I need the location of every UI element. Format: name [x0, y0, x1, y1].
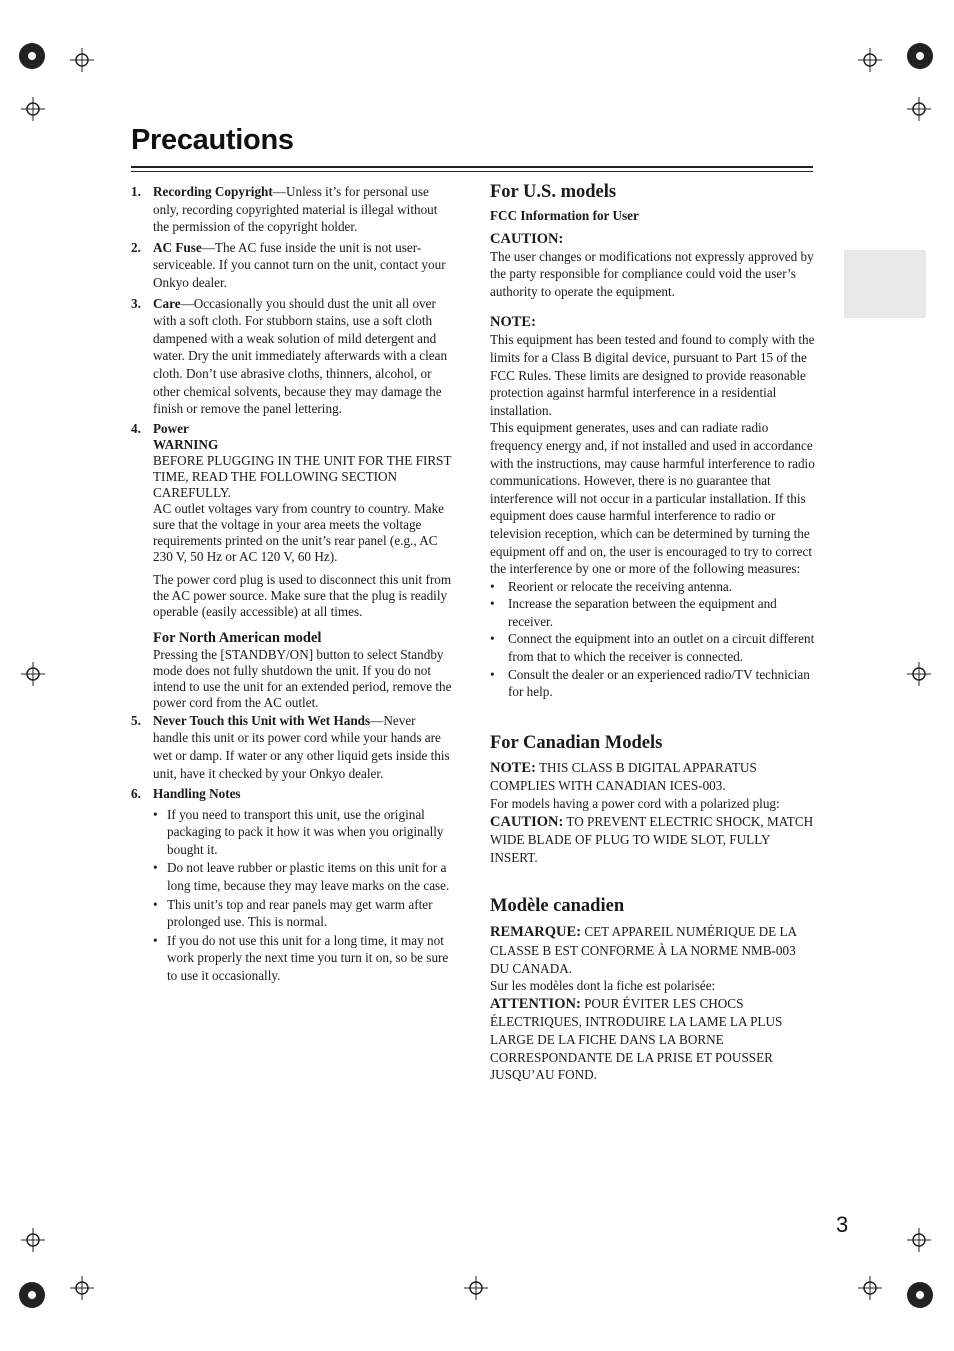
item-heading: Recording Copyright	[153, 184, 273, 199]
ices-text: THIS CLASS B DIGITAL APPARATUS COMPLIES WITH CANADIAN ICES-003.	[490, 759, 757, 794]
item-number: 5.	[131, 712, 141, 728]
remarque-text: CET APPAREIL NUMÉRIQUE DE LA CLASSE B EST CONFORME À LA NORME NMB-003 DU CANADA.	[490, 924, 797, 976]
page-title: Precautions	[131, 124, 294, 156]
fcc-heading: FCC Information for User	[490, 208, 639, 223]
us-models-heading: For U.S. models	[490, 182, 617, 202]
item-number: 1.	[131, 184, 141, 199]
registration-mark-bottom-right	[906, 1276, 934, 1314]
list-item: • Connect the equipment into an outlet on a circuit different from that to which the receiver is connected.	[490, 630, 816, 665]
caution-label: CAUTION:	[490, 230, 564, 247]
item-heading: Handling Notes	[153, 786, 241, 802]
voltage-text: AC outlet voltages vary from country to country. Make sure that the voltage in your area meets the voltage requirements printed on the unit’s rear panel (e.g., AC 230 V, 50 Hz or AC 120 V, 60 Hz).	[153, 500, 445, 564]
crosshair-icon	[21, 97, 45, 121]
north-american-note	[131, 630, 453, 711]
item-heading: Never Touch this Unit with Wet Hands	[153, 712, 371, 728]
precaution-item	[131, 295, 453, 418]
north-american-text: Pressing the [STANDBY/ON] button to select Standby mode does not fully shutdown the unit. If you do not intend to use the unit for an extended period, remove the power cord from the AC outlet.	[153, 646, 452, 710]
title-rule	[131, 166, 813, 168]
power-cord-text: The power cord plug is used to disconnect this unit from the AC power source. Make sure that the plug is readily operable (easily accessible) at all times.	[153, 571, 452, 619]
crosshair-icon	[21, 662, 45, 686]
registration-mark-bottom-left	[18, 1276, 46, 1314]
note-paragraph: This equipment has been tested and found to comply with the limits for a Class B digital device, pursuant to Part 15 of the FCC Rules. These limits are designed to provide reasonable protection against harmful interference in a residential installation.	[490, 332, 815, 418]
title-rule-thin	[131, 171, 813, 172]
item-text: —Never handle this unit or its power cord while your hands are wet or damp. If water or any other liquid gets inside this unit, have it checked by your Onkyo dealer.	[153, 712, 450, 781]
measures-list	[490, 578, 816, 701]
list-item: • Do not leave rubber or plastic items on this unit for a long time, because they may leave marks on the case.	[153, 859, 453, 894]
modele-canadien-heading: Modèle canadien	[490, 896, 625, 917]
section-tab	[844, 250, 926, 318]
registration-mark-top-right	[906, 37, 934, 75]
list-item: • If you need to transport this unit, use the original packaging to pack it how it was when you originally bought it.	[153, 806, 453, 859]
note-paragraph: This equipment generates, uses and can radiate radio frequency energy and, if not installed and used in accordance with the instructions, may cause harmful interference to radio communications. However, there is no guarantee that interference will not occur in a particular installation. If this equipment does cause harmful interference to radio or television reception, which can be determined by turning the equipment off and on, the user is encouraged to try to correct the interference by one or more of the following measures:	[490, 420, 815, 577]
caution-text: TO PREVENT ELECTRIC SHOCK, MATCH WIDE BLADE OF PLUG TO WIDE SLOT, FULLY INSERT.	[490, 813, 814, 865]
right-column	[490, 180, 816, 1084]
polarized-plug-text: For models having a power cord with a polarized plug:	[490, 796, 780, 812]
item-heading: AC Fuse	[153, 239, 202, 255]
crosshair-icon	[70, 48, 94, 72]
precaution-item	[131, 183, 453, 236]
crosshair-icon	[464, 1276, 488, 1300]
fiche-text: Sur les modèles dont la fiche est polarisée:	[490, 978, 716, 994]
item-number: 6.	[131, 786, 141, 802]
item-heading: Care	[153, 295, 181, 311]
list-item: • Increase the separation between the equipment and receiver.	[490, 595, 816, 630]
precaution-item	[131, 239, 453, 292]
list-item: • If you do not use this unit for a long time, it may not work properly the next time you turn it on, so be sure to use it occasionally.	[153, 932, 453, 985]
remarque-label: REMARQUE:	[490, 924, 582, 941]
left-column	[131, 183, 453, 986]
registration-mark-top-left	[18, 37, 46, 75]
item-number: 4.	[131, 420, 141, 436]
attention-label: ATTENTION:	[490, 995, 581, 1012]
power-item	[131, 421, 453, 620]
crosshair-icon	[907, 97, 931, 121]
item-text: —Unless it’s for personal use only, recording copyrighted material is illegal without the permission of the copyright holder.	[153, 184, 438, 235]
north-american-heading: For North American model	[153, 629, 322, 646]
warning-caps-text: BEFORE PLUGGING IN THE UNIT FOR THE FIRST TIME, READ THE FOLLOWING SECTION CAREFULLY.	[153, 452, 452, 500]
page-number: 3	[836, 1212, 849, 1237]
precaution-item	[131, 712, 453, 782]
note-label: NOTE:	[490, 314, 536, 331]
warning-label: WARNING	[153, 436, 219, 452]
item-number: 2.	[131, 239, 141, 255]
list-item: • Reorient or relocate the receiving antenna.	[490, 578, 816, 596]
crosshair-icon	[858, 48, 882, 72]
caution-label: CAUTION:	[490, 813, 564, 830]
crosshair-icon	[907, 662, 931, 686]
crosshair-icon	[21, 1228, 45, 1252]
item-text: —The AC fuse inside the unit is not user-serviceable. If you cannot turn on the unit, contact your Onkyo dealer.	[153, 239, 446, 290]
item-text: —Occasionally you should dust the unit all over with a soft cloth. For stubborn stains, use a soft cloth dampened with a weak solution of mild detergent and water. Dry the unit immediately afterwards with a clean cloth. Don’t use abrasive cloths, thinners, alcohol, or other chemical solvents, because they may damage the finish or remove the panel lettering.	[153, 295, 448, 417]
crosshair-icon	[858, 1276, 882, 1300]
list-item: • Consult the dealer or an experienced radio/TV technician for help.	[490, 666, 816, 701]
canadian-models-heading: For Canadian Models	[490, 732, 663, 753]
crosshair-icon	[70, 1276, 94, 1300]
list-item: • This unit’s top and rear panels may get warm after prolonged use. This is normal.	[153, 896, 453, 931]
item-number: 3.	[131, 295, 141, 311]
item-heading: Power	[153, 420, 189, 436]
caution-text: The user changes or modifications not expressly approved by the party responsible for compliance could void the user’s authority to operate the equipment.	[490, 248, 814, 299]
precaution-item	[131, 785, 453, 803]
note-label: NOTE:	[490, 759, 536, 776]
attention-text: POUR ÉVITER LES CHOCS ÉLECTRIQUES, INTRODUIRE LA LAME LA PLUS LARGE DE LA FICHE DANS LA BORNE CORRESPONDANTE DE LA PRISE ET POUSSER JUSQU’AU FOND.	[490, 995, 783, 1083]
crosshair-icon	[907, 1228, 931, 1252]
handling-notes-list	[131, 806, 453, 985]
